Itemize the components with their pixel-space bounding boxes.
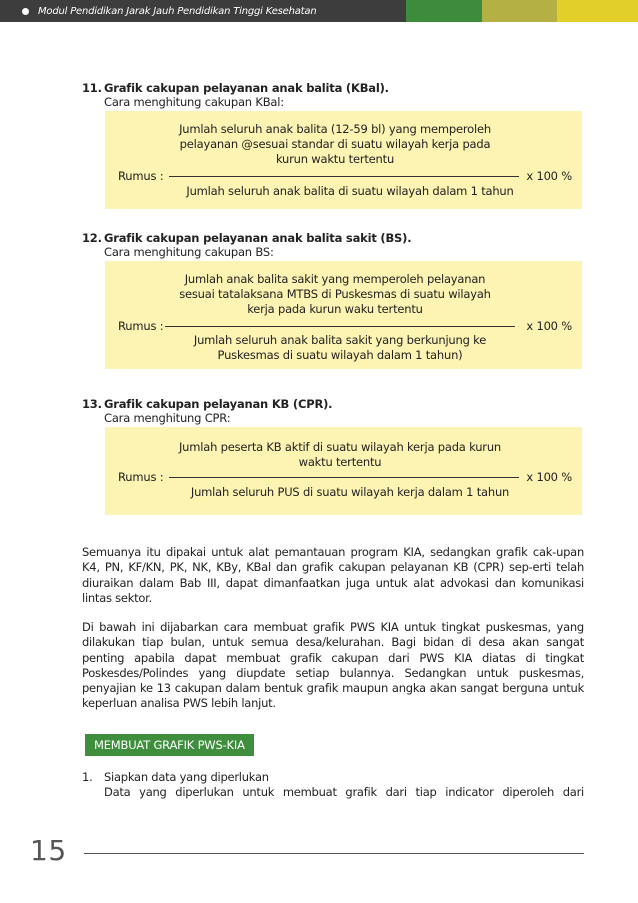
rumus-label: Rumus : [118,470,164,484]
header-stripe-yellow [557,0,638,22]
rumus-label: Rumus : [118,319,164,333]
section-number: 11. [82,81,102,95]
formula-box-bs [105,261,582,369]
numerator-line: sesuai tatalaksana MTBS di Puskesmas di suatu wilayah [179,287,491,301]
section-title-text: Grafik cakupan pelayanan KB (CPR). [104,397,333,411]
page-number: 15 [30,834,67,867]
formula-denominator [165,485,535,500]
section-heading-badge: MEMBUAT GRAFIK PWS-KIA [85,734,254,756]
denominator-line: Jumlah seluruh anak balita sakit yang berkunjung ke [193,333,487,347]
denominator-line: Puskesmas di suatu wilayah dalam 1 tahun) [217,348,463,362]
section-title-text: Grafik cakupan pelayanan anak balita (KBal). [104,81,389,95]
multiplier: x 100 % [526,169,572,183]
formula-denominator [165,333,515,363]
formula-numerator [165,440,515,470]
header-title-block [0,0,406,22]
formula-numerator [165,272,505,317]
denominator-line: Jumlah seluruh anak balita di suatu wilayah dalam 1 tahun [186,184,514,198]
section-12 [82,231,586,259]
numerator-line: Jumlah peserta KB aktif di suatu wilayah kerja pada kurun [178,440,502,454]
numerator-line: Jumlah seluruh anak balita (12-59 bl) yang memperoleh [179,122,491,136]
multiplier: x 100 % [526,319,572,333]
fraction-line [169,176,519,177]
formula-box-cpr [105,427,582,515]
numerator-line: kurun waktu tertentu [275,152,395,166]
header-stripe-green [406,0,482,22]
fraction-line [165,326,515,327]
section-number: 13. [82,397,102,411]
footer-rule [84,853,584,854]
section-title [82,397,586,411]
section-subtitle: Cara menghitung cakupan BS: [104,245,274,259]
numerator-line: kerja pada kurun waku tertentu [247,302,423,316]
section-title [82,231,586,245]
denominator-line: Jumlah seluruh PUS di suatu wilayah kerja dalam 1 tahun [190,485,510,499]
list-text: Data yang diperlukan untuk membuat grafik dari tiap indicator diperoleh dari [104,785,584,800]
list-item [82,770,584,801]
paragraph: Semuanya itu dipakai untuk alat pemantauan program KIA, sedangkan grafik cak-upan K4, PN, KF/KN, PK, NK, KBy, KBal dan grafik cakupan pelayanan KB (CPR) sep-erti telah diuraikan dalam Bab III, dapat dimanfaatkan juga untuk alat advokasi dan komunikasi lintas sektor. [82,545,584,605]
list-number: 1. [82,770,93,784]
section-title-text: Grafik cakupan pelayanan anak balita sakit (BS). [104,231,412,245]
numerator-line: pelayanan @sesuai standar di suatu wilayah kerja pada [179,137,491,151]
fraction-line [169,477,519,478]
section-11 [82,81,586,109]
rumus-label: Rumus : [118,169,164,183]
paragraph: Di bawah ini dijabarkan cara membuat grafik PWS KIA untuk tingkat puskesmas, yang dilakukan tiap bulan, untuk semua desa/kelurahan. Bagi bidan di desa akan sangat penting apabila dapat membuat grafik cakupan dari PWS KIA diatas di tingkat Poskesdes/Polindes yang diupdate setiap bulannya. Sedangkan untuk puskesmas, penyajian ke 13 cakupan dalam bentuk grafik maupun angka akan sangat berguna untuk keperluan analisa PWS lebih lanjut. [82,620,584,711]
section-13 [82,397,586,425]
page-header [0,0,638,22]
numerator-line: Jumlah anak balita sakit yang memperoleh pelayanan [184,272,486,286]
section-subtitle: Cara menghitung CPR: [104,411,231,425]
formula-box-kbal [105,111,582,209]
section-number: 12. [82,231,102,245]
header-stripe-olive [482,0,557,22]
bullet-icon [22,8,29,15]
numerator-line: waktu tertentu [298,455,382,469]
section-title [82,81,586,95]
formula-numerator [165,122,505,167]
formula-denominator [165,184,535,199]
section-subtitle: Cara menghitung cakupan KBal: [104,95,284,109]
list-title: Siapkan data yang diperlukan [104,770,269,784]
multiplier: x 100 % [526,470,572,484]
header-title: Modul Pendidikan Jarak Jauh Pendidikan Tinggi Kesehatan [38,5,317,17]
